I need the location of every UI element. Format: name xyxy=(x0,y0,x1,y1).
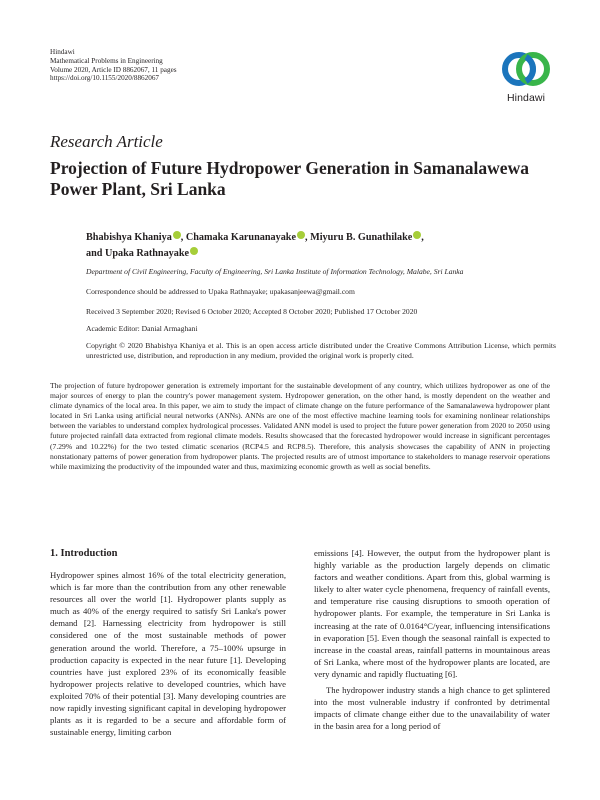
body-column-right xyxy=(314,547,550,732)
correspondence: Correspondence should be addressed to Upaka Rathnayake; upakasanjeewa@gmail.com xyxy=(86,287,355,296)
orcid-icon[interactable] xyxy=(297,231,305,239)
copyright-notice: Copyright © 2020 Bhabishya Khaniya et al. This is an open access article distributed under the Creative Commons Attribution License, which permits unrestricted use, distribution, and reproduction in any medium, provided the original work is properly cited. xyxy=(86,341,556,360)
paragraph: emissions [4]. However, the output from the hydropower plant is highly variable as the production largely depends on climatic factors and weather conditions. Apart from this, global warming is likely to alter water cycle phenomena, frequency of rainfall events, and temperature rise causing disruptions to smooth operation of hydropower plants. For example, the temperature in Sri Lanka is increasing at the rate of 0.0164°C/year, influencing intensifications in evaporation [5]. Even though the seasonal rainfall is expected to increase in the coastal areas, rainfall patterns in mountainous areas of Sri Lanka, where most of the hydropower plants are located, are very dynamic and rapidly fluctuating [6]. xyxy=(314,548,550,679)
publisher-name: Hindawi xyxy=(50,48,75,56)
paragraph: Hydropower spines almost 16% of the total electricity generation, which is far more than the contribution from any other renewable resources all over the world [1]. Hydropower plants supply as much as 40% of the energy required to satisfy Sri Lanka's power demand [2]. Harnessing electricity from hydropower is still considered one of the most sustainable methods of power generation around the world. Therefore, a 75–100% upsurge in production capacity is expected in the near future [1]. Developing countries have just explored 23% of its economically feasible hydropower projects relative to developed countries, which have exploited 70% of their potential [3]. Many developing countries are now rapidly investing significant capital in developing hydropower plants as it is regarded to be a secure and affordable form of sustainable energy, limiting carbon xyxy=(50,570,286,738)
orcid-icon[interactable] xyxy=(190,247,198,255)
authors-and: and xyxy=(86,248,105,259)
orcid-icon[interactable] xyxy=(173,231,181,239)
paper-title: Projection of Future Hydropower Generation in Samanalawewa Power Plant, Sri Lanka xyxy=(50,158,529,199)
affiliation: Department of Civil Engineering, Faculty of Engineering, Sri Lanka Institute of Information Technology, Malabe, Sri Lanka xyxy=(86,267,464,276)
body-column-left xyxy=(50,569,286,738)
section-heading: 1. Introduction xyxy=(50,548,118,559)
abstract: The projection of future hydropower generation is extremely important for the sustainable development of any country, which utilizes hydropower as one of the major sources of energy to plan the country's power management system. Hydropower generation, on the other hand, is mostly dependent on the weather and climate dynamics of the local area. In this paper, we aim to study the impact of climate change on the future performance of the Samanalawewa hydropower plant located in Sri Lanka using artificial neural networks (ANNs). ANNs are one of the most effective machine learning tools for examining nonlinear relationships between the variables to understand complex hydrological processes. Validated ANN model is used to project the future power generation from 2020 to 2050 using future projected rainfall data extracted from regional climate models. Results showcased that the forecasted hydropower would increase in significant percentages (7.29% and 10.22%) for the two tested climatic scenarios (RCP4.5 and RCP8.5). Therefore, this analysis showcases the capability of ANN in projecting nonstationary patterns of power generation from hydropower plants. The projected results are of utmost importance to stakeholders to manage reservoir operations while maximizing the productivity of the impounded water and thus, maximizing economic growth as well as social benefits. xyxy=(50,381,550,471)
author-name[interactable]: Miyuru B. Gunathilake xyxy=(310,232,413,243)
article-type: Research Article xyxy=(50,132,163,151)
author-name[interactable]: Upaka Rathnayake xyxy=(104,248,190,259)
doi-link[interactable]: https://doi.org/10.1155/2020/8862067 xyxy=(50,74,160,83)
hindawi-logo-text: Hindawi xyxy=(506,92,546,104)
author-list: Bhabishya Khaniya , Chamaka Karunanayake , Miyuru B. Gunathilake , and Upaka Rathnayake xyxy=(86,232,424,259)
author-name[interactable]: Chamaka Karunanayake xyxy=(185,232,296,243)
journal-header xyxy=(50,48,177,83)
journal-name: Mathematical Problems in Engineering xyxy=(50,56,163,65)
author-name[interactable]: Bhabishya Khaniya xyxy=(86,232,172,243)
volume-info: Volume 2020, Article ID 8862067, 11 pages xyxy=(50,65,177,74)
publication-dates: Received 3 September 2020; Revised 6 October 2020; Accepted 8 October 2020; Published 17 October 2020 xyxy=(86,307,418,316)
academic-editor: Academic Editor: Danial Armaghani xyxy=(86,324,198,333)
paragraph: The hydropower industry stands a high chance to get splintered into the most vulnerable industry if confronted by detrimental impacts of climate change either due to the unavailability of water in the basin area for a long period of xyxy=(314,685,550,732)
